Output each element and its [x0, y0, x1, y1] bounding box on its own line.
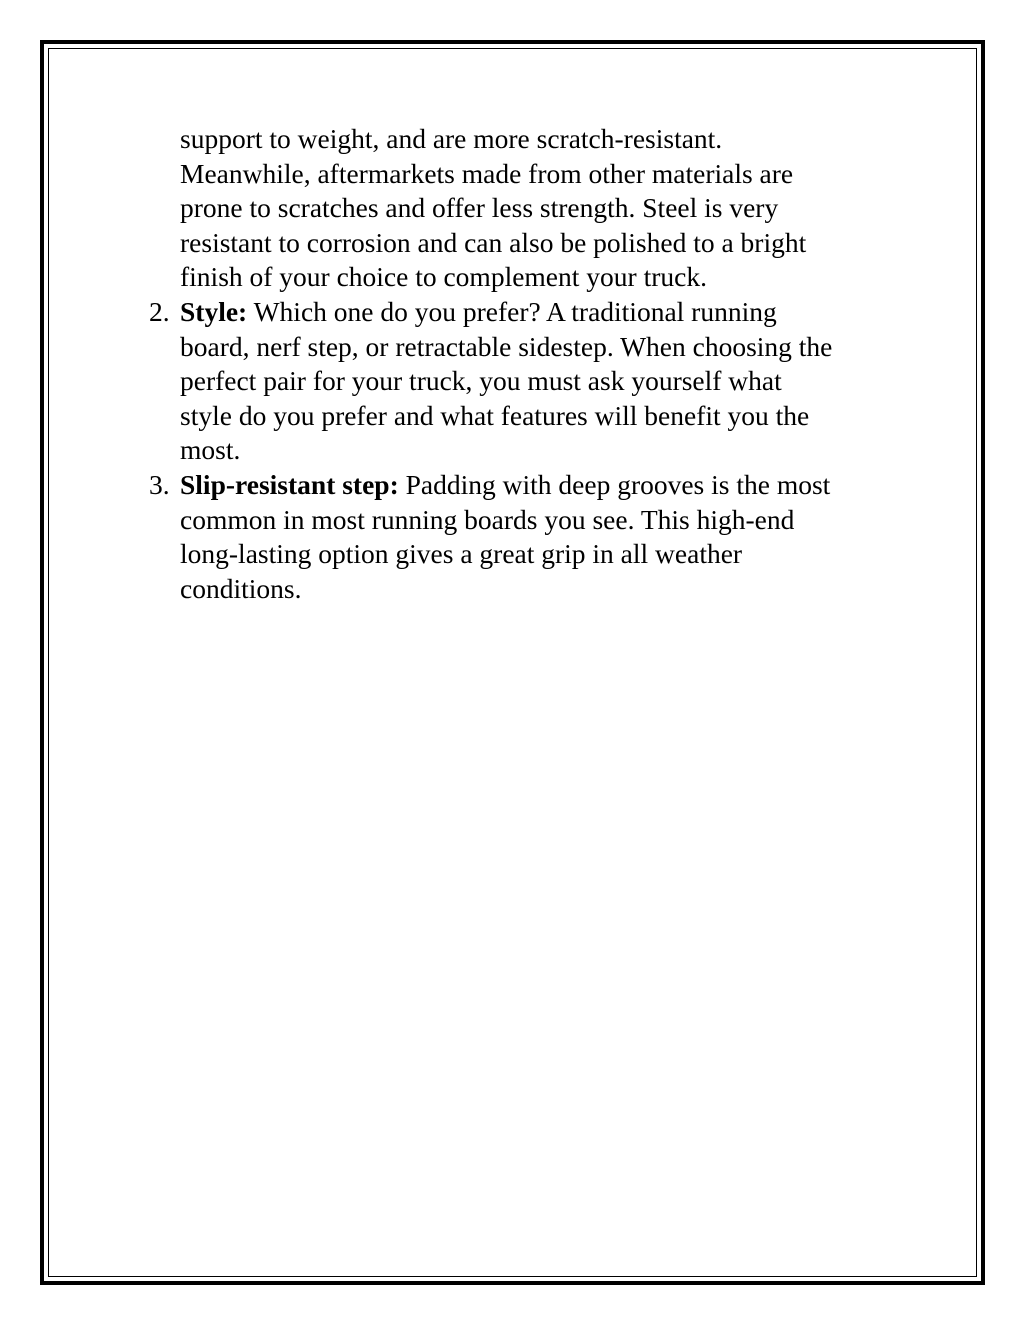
text-line: common in most running boards you see. This high-end — [180, 503, 795, 535]
text-line: board, nerf step, or retractable sidestep. When choosing the — [180, 330, 833, 362]
list-number: 3. — [149, 468, 170, 500]
text-line: long-lasting option gives a great grip in all weather — [180, 538, 743, 570]
list-number: 2. — [149, 295, 170, 327]
text-line: most. — [180, 434, 241, 466]
text-line: style do you prefer and what features will benefit you the — [180, 399, 810, 431]
text-line: perfect pair for your truck, you must ask yourself what — [180, 365, 782, 397]
text-line: finish of your choice to complement your truck. — [180, 261, 707, 293]
text-run: Padding with deep grooves is the most — [398, 468, 831, 500]
text-line — [180, 468, 910, 503]
text-line: prone to scratches and offer less strength. Steel is very — [180, 192, 779, 224]
list-item-term: Slip-resistant step: — [180, 468, 399, 500]
list-item-term: Style: — [180, 295, 248, 327]
text-line: support to weight, and are more scratch-resistant. — [180, 123, 723, 154]
list-item-style — [149, 295, 910, 468]
text-line: Meanwhile, aftermarkets made from other materials are — [180, 157, 794, 189]
text-run: Which one do you prefer? A traditional running — [247, 295, 777, 327]
continued-list-item-text — [180, 122, 910, 295]
document-body — [149, 122, 910, 606]
text-line — [180, 295, 910, 330]
text-line: conditions. — [180, 572, 302, 604]
text-line: resistant to corrosion and can also be polished to a bright — [180, 226, 807, 258]
list-item-slip-resistant-step — [149, 468, 910, 606]
